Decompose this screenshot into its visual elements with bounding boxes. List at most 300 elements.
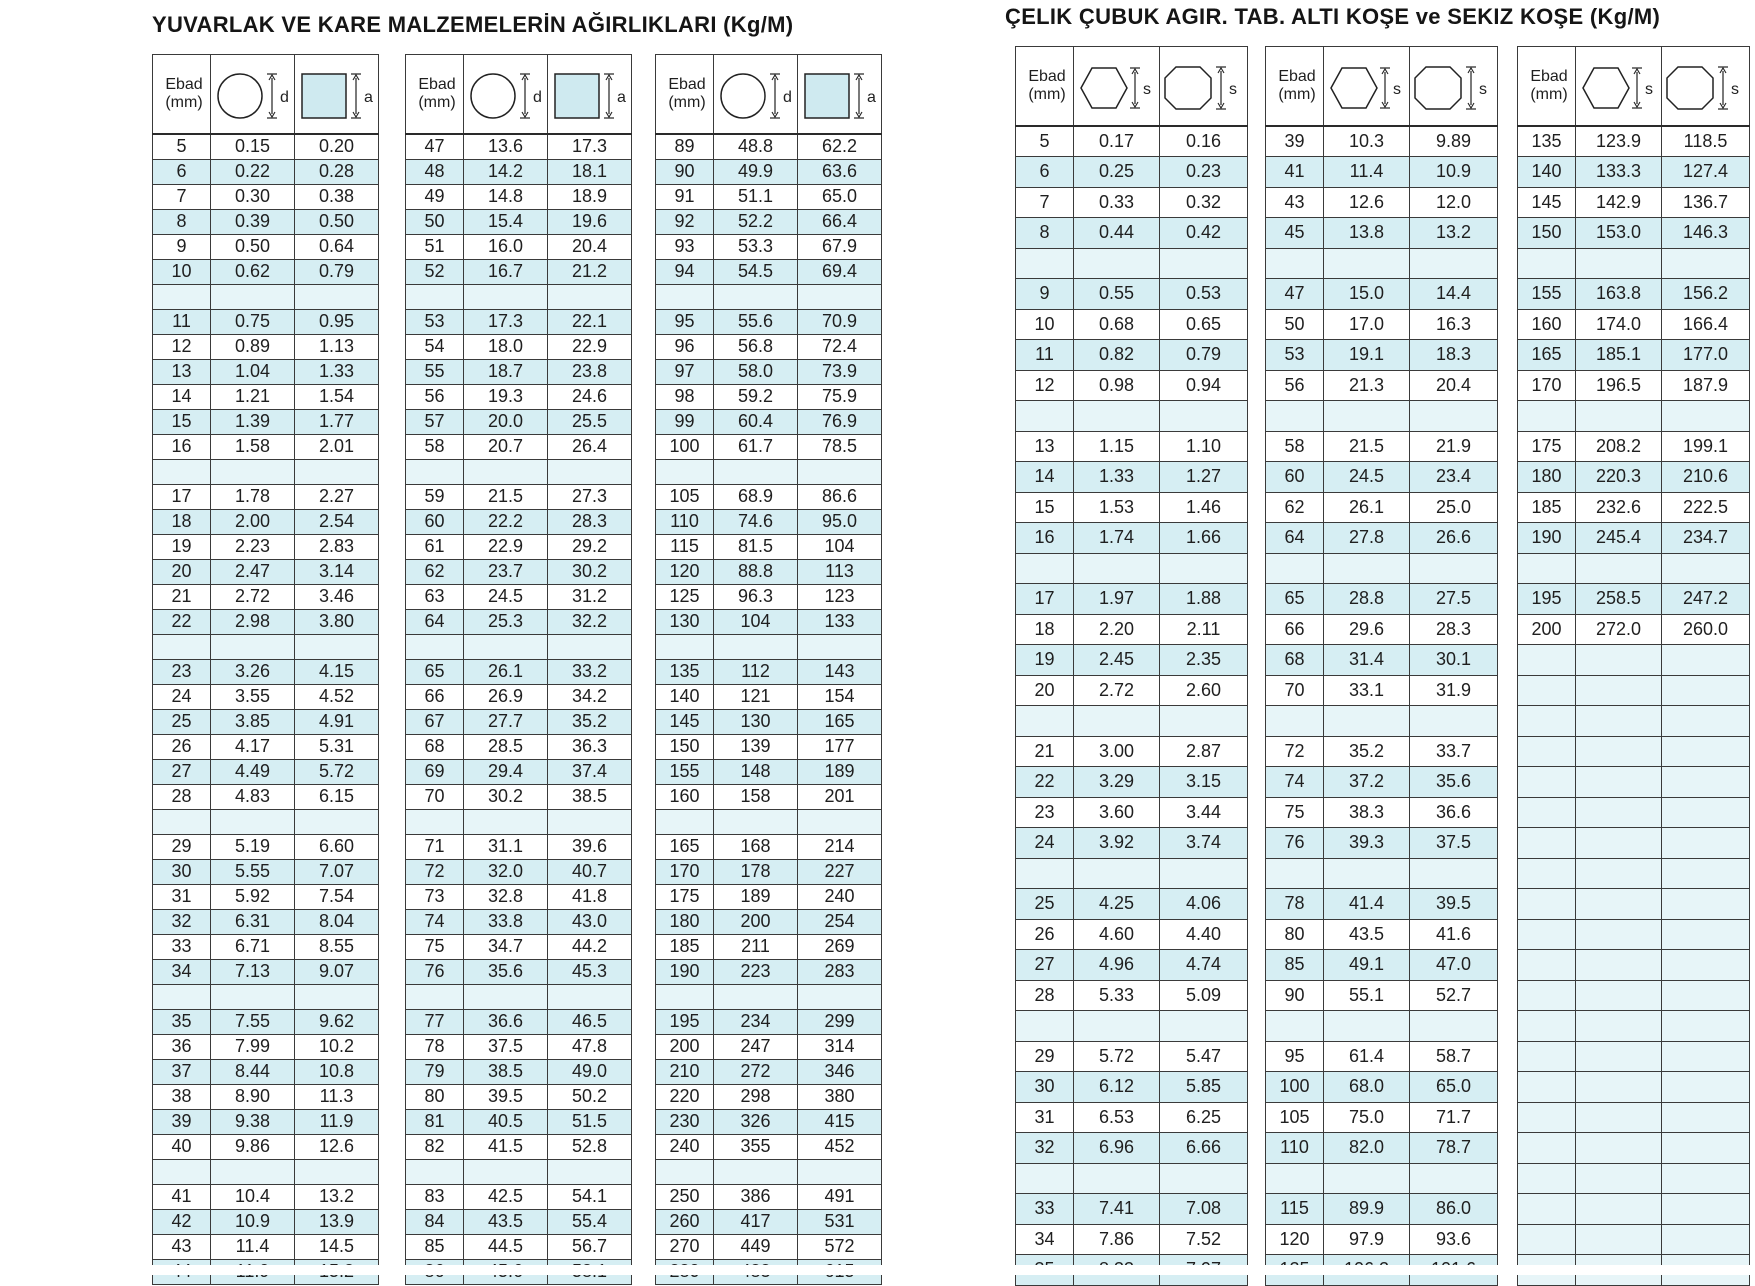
table-row <box>656 409 882 434</box>
table-row <box>153 309 379 334</box>
empty-cell <box>1160 1011 1248 1042</box>
weight-cell-square: 189 <box>798 759 882 784</box>
empty-cell <box>464 634 548 659</box>
weight-cell-oct: 4.40 <box>1160 919 1248 950</box>
table-row <box>153 1059 379 1084</box>
size-cell: 91 <box>656 184 714 209</box>
svg-text:s: s <box>1142 81 1151 98</box>
weight-cell-oct: 260.0 <box>1662 614 1750 645</box>
weight-cell-circle: 22.2 <box>464 509 548 534</box>
size-cell: 31 <box>153 884 211 909</box>
weight-cell-oct: 27.5 <box>1410 584 1498 615</box>
weight-cell-square: 2.27 <box>295 484 379 509</box>
size-cell: 99 <box>656 409 714 434</box>
table-header-row <box>153 55 379 135</box>
weight-cell-oct: 2.35 <box>1160 645 1248 676</box>
table-row <box>153 784 379 809</box>
table-row <box>1518 340 1750 371</box>
empty-cell <box>1576 1224 1662 1255</box>
size-cell: 105 <box>656 484 714 509</box>
weight-cell-square: 3.46 <box>295 584 379 609</box>
weight-cell-circle: 25.3 <box>464 609 548 634</box>
table-row <box>1266 126 1498 157</box>
table-row <box>406 384 632 409</box>
size-cell: 47 <box>406 134 464 159</box>
empty-cell <box>464 984 548 1009</box>
empty-cell <box>1074 401 1160 432</box>
spacer-row <box>1518 767 1750 798</box>
table-row <box>406 584 632 609</box>
table-row <box>406 859 632 884</box>
weight-cell-hex: 0.25 <box>1074 157 1160 188</box>
weight-cell-hex: 0.17 <box>1074 126 1160 157</box>
table-row <box>656 484 882 509</box>
weight-cell-oct: 26.6 <box>1410 523 1498 554</box>
weight-cell-circle: 16.7 <box>464 259 548 284</box>
weight-cell-square: 0.20 <box>295 134 379 159</box>
weight-cell-hex: 2.72 <box>1074 675 1160 706</box>
size-cell: 65 <box>1266 584 1324 615</box>
size-cell: 100 <box>1266 1072 1324 1103</box>
empty-cell <box>798 984 882 1009</box>
table-row <box>1266 950 1498 981</box>
empty-cell <box>1518 401 1576 432</box>
size-cell: 41 <box>1266 157 1324 188</box>
empty-cell <box>798 1159 882 1184</box>
size-cell: 13 <box>153 359 211 384</box>
weight-cell-hex: 0.68 <box>1074 309 1160 340</box>
empty-cell <box>1518 248 1576 279</box>
table-row <box>153 884 379 909</box>
table-row <box>406 409 632 434</box>
weight-cell-circle: 10.4 <box>211 1184 295 1209</box>
table-row <box>406 834 632 859</box>
empty-cell <box>1662 797 1750 828</box>
table-row <box>153 484 379 509</box>
size-cell: 195 <box>1518 584 1576 615</box>
weight-cell-square: 314 <box>798 1034 882 1059</box>
weight-cell-oct: 0.94 <box>1160 370 1248 401</box>
empty-cell <box>295 459 379 484</box>
size-cell: 10 <box>153 259 211 284</box>
weight-cell-circle: 40.5 <box>464 1109 548 1134</box>
weight-cell-hex: 153.0 <box>1576 218 1662 249</box>
weight-cell-oct: 3.74 <box>1160 828 1248 859</box>
weight-cell-circle: 7.99 <box>211 1034 295 1059</box>
size-cell: 30 <box>1016 1072 1074 1103</box>
round-square-weight-table-3 <box>655 54 882 1285</box>
weight-cell-circle: 29.4 <box>464 759 548 784</box>
empty-cell <box>1324 401 1410 432</box>
table-row <box>656 784 882 809</box>
size-cell: 115 <box>1266 1194 1324 1225</box>
weight-cell-oct: 234.7 <box>1662 523 1750 554</box>
weight-cell-circle: 42.5 <box>464 1184 548 1209</box>
spacer-row <box>1016 401 1248 432</box>
weight-cell-oct: 0.42 <box>1160 218 1248 249</box>
table-row <box>1266 584 1498 615</box>
weight-cell-circle: 20.0 <box>464 409 548 434</box>
weight-cell-oct: 65.0 <box>1410 1072 1498 1103</box>
empty-cell <box>1266 706 1324 737</box>
empty-cell <box>1518 767 1576 798</box>
ebad-label: Ebad <box>668 76 706 93</box>
table-row <box>1266 523 1498 554</box>
empty-cell <box>798 809 882 834</box>
table-row <box>656 859 882 884</box>
empty-cell <box>1518 980 1576 1011</box>
table-row <box>406 1084 632 1109</box>
size-cell: 31 <box>1016 1102 1074 1133</box>
table-row <box>1016 187 1248 218</box>
empty-cell <box>1576 645 1662 676</box>
table-row <box>656 734 882 759</box>
size-cell: 16 <box>1016 523 1074 554</box>
empty-cell <box>1410 1011 1498 1042</box>
table-row <box>656 134 882 159</box>
size-cell: 6 <box>153 159 211 184</box>
weight-cell-square: 491 <box>798 1184 882 1209</box>
weight-cell-hex: 21.5 <box>1324 431 1410 462</box>
table-row <box>1518 279 1750 310</box>
size-cell: 29 <box>1016 1041 1074 1072</box>
weight-cell-hex: 2.20 <box>1074 614 1160 645</box>
table-row <box>656 334 882 359</box>
table-row <box>406 609 632 634</box>
table-row <box>1518 431 1750 462</box>
size-cell: 17 <box>1016 584 1074 615</box>
empty-cell <box>548 634 632 659</box>
weight-cell-circle: 28.5 <box>464 734 548 759</box>
table-row <box>153 709 379 734</box>
size-cell: 15 <box>1016 492 1074 523</box>
weight-cell-circle: 1.39 <box>211 409 295 434</box>
weight-cell-circle: 55.6 <box>714 309 798 334</box>
size-cell: 23 <box>1016 797 1074 828</box>
weight-cell-oct: 1.88 <box>1160 584 1248 615</box>
weight-cell-hex: 17.0 <box>1324 309 1410 340</box>
empty-cell <box>1662 950 1750 981</box>
ebad-label: Ebad <box>1028 68 1066 85</box>
weight-cell-square: 24.6 <box>548 384 632 409</box>
empty-cell <box>1410 553 1498 584</box>
weight-cell-circle: 48.8 <box>714 134 798 159</box>
empty-cell <box>1160 858 1248 889</box>
size-cell: 135 <box>1518 126 1576 157</box>
spacer-row <box>1518 858 1750 889</box>
weight-cell-circle: 7.55 <box>211 1009 295 1034</box>
spacer-row <box>406 634 632 659</box>
size-cell: 26 <box>153 734 211 759</box>
weight-cell-hex: 0.98 <box>1074 370 1160 401</box>
weight-cell-circle: 5.19 <box>211 834 295 859</box>
column-header-hex <box>1576 47 1662 127</box>
weight-cell-hex: 1.33 <box>1074 462 1160 493</box>
weight-cell-square: 1.13 <box>295 334 379 359</box>
table-row <box>406 734 632 759</box>
table-row <box>153 1209 379 1234</box>
spacer-row <box>1518 645 1750 676</box>
weight-cell-square: 30.2 <box>548 559 632 584</box>
table-row <box>153 184 379 209</box>
weight-cell-square: 9.07 <box>295 959 379 984</box>
size-cell: 70 <box>1266 675 1324 706</box>
circle-icon <box>465 58 547 130</box>
table-row <box>406 1184 632 1209</box>
ebad-unit: (mm) <box>418 94 456 111</box>
table-row <box>656 709 882 734</box>
table-row <box>153 209 379 234</box>
weight-cell-circle: 178 <box>714 859 798 884</box>
table-row <box>1266 340 1498 371</box>
size-cell: 43 <box>153 1234 211 1259</box>
weight-cell-square: 214 <box>798 834 882 859</box>
weight-cell-square: 28.3 <box>548 509 632 534</box>
size-cell: 170 <box>656 859 714 884</box>
size-cell: 48 <box>406 159 464 184</box>
round-square-weight-table-2 <box>405 54 632 1285</box>
size-cell: 68 <box>406 734 464 759</box>
weight-cell-square: 14.5 <box>295 1234 379 1259</box>
weight-cell-circle: 18.0 <box>464 334 548 359</box>
weight-cell-circle: 23.7 <box>464 559 548 584</box>
weight-cell-circle: 14.2 <box>464 159 548 184</box>
weight-cell-circle: 16.0 <box>464 234 548 259</box>
weight-cell-square: 78.5 <box>798 434 882 459</box>
size-cell: 27 <box>1016 950 1074 981</box>
table-row <box>153 1184 379 1209</box>
size-cell: 17 <box>153 484 211 509</box>
size-cell: 18 <box>1016 614 1074 645</box>
spacer-row <box>1016 248 1248 279</box>
weight-cell-circle: 9.38 <box>211 1109 295 1134</box>
table-row <box>1266 614 1498 645</box>
weight-cell-circle: 1.78 <box>211 484 295 509</box>
ebad-label: Ebad <box>165 76 203 93</box>
table-row <box>1016 523 1248 554</box>
weight-cell-square: 104 <box>798 534 882 559</box>
weight-cell-oct: 187.9 <box>1662 370 1750 401</box>
size-cell: 32 <box>153 909 211 934</box>
empty-cell <box>1324 706 1410 737</box>
empty-cell <box>1518 797 1576 828</box>
empty-cell <box>295 984 379 1009</box>
weight-cell-oct: 6.66 <box>1160 1133 1248 1164</box>
spacer-row <box>1016 553 1248 584</box>
weight-cell-circle: 49.9 <box>714 159 798 184</box>
table-row <box>1016 1224 1248 1255</box>
weight-cell-oct: 0.79 <box>1160 340 1248 371</box>
weight-cell-hex: 39.3 <box>1324 828 1410 859</box>
weight-cell-circle: 13.6 <box>464 134 548 159</box>
weight-cell-circle: 0.75 <box>211 309 295 334</box>
weight-cell-circle: 449 <box>714 1234 798 1259</box>
size-cell: 84 <box>406 1209 464 1234</box>
weight-cell-square: 531 <box>798 1209 882 1234</box>
weight-cell-hex: 142.9 <box>1576 187 1662 218</box>
svg-text:s: s <box>1730 81 1739 98</box>
weight-cell-square: 18.1 <box>548 159 632 184</box>
empty-cell <box>1016 706 1074 737</box>
weight-cell-circle: 386 <box>714 1184 798 1209</box>
size-cell: 190 <box>656 959 714 984</box>
weight-cell-circle: 26.1 <box>464 659 548 684</box>
spacer-row <box>1518 675 1750 706</box>
weight-cell-circle: 234 <box>714 1009 798 1034</box>
table-row <box>1266 1224 1498 1255</box>
column-header-ebad <box>1518 47 1576 127</box>
empty-cell <box>1518 950 1576 981</box>
size-cell: 82 <box>406 1134 464 1159</box>
weight-cell-circle: 104 <box>714 609 798 634</box>
weight-cell-square: 62.2 <box>798 134 882 159</box>
table-row <box>153 734 379 759</box>
weight-cell-oct: 177.0 <box>1662 340 1750 371</box>
column-header-square <box>548 55 632 135</box>
weight-cell-square: 6.60 <box>295 834 379 859</box>
spacer-row <box>1518 1041 1750 1072</box>
table-row <box>406 1059 632 1084</box>
column-header-hex <box>1324 47 1410 127</box>
size-cell: 260 <box>656 1209 714 1234</box>
size-cell: 64 <box>406 609 464 634</box>
empty-cell <box>1518 1072 1576 1103</box>
weight-cell-circle: 96.3 <box>714 584 798 609</box>
hex-oct-weight-table-1 <box>1015 46 1248 1286</box>
empty-cell <box>1324 553 1410 584</box>
weight-cell-square: 20.4 <box>548 234 632 259</box>
empty-cell <box>1576 1072 1662 1103</box>
empty-cell <box>464 1159 548 1184</box>
empty-cell <box>714 459 798 484</box>
table-row <box>406 959 632 984</box>
spacer-row <box>406 459 632 484</box>
table-row <box>406 259 632 284</box>
weight-cell-square: 2.54 <box>295 509 379 534</box>
table-row <box>406 534 632 559</box>
size-cell: 28 <box>1016 980 1074 1011</box>
weight-cell-oct: 4.74 <box>1160 950 1248 981</box>
weight-cell-oct: 247.2 <box>1662 584 1750 615</box>
weight-cell-oct: 0.65 <box>1160 309 1248 340</box>
empty-cell <box>1410 1163 1498 1194</box>
weight-cell-oct: 0.16 <box>1160 126 1248 157</box>
weight-cell-oct: 1.10 <box>1160 431 1248 462</box>
weight-cell-circle: 61.7 <box>714 434 798 459</box>
size-cell: 160 <box>1518 309 1576 340</box>
table-row <box>153 959 379 984</box>
weight-cell-square: 47.8 <box>548 1034 632 1059</box>
weight-cell-circle: 15.4 <box>464 209 548 234</box>
weight-cell-oct: 23.4 <box>1410 462 1498 493</box>
table-header-row <box>1016 47 1248 127</box>
weight-cell-oct: 78.7 <box>1410 1133 1498 1164</box>
column-header-oct <box>1662 47 1750 127</box>
weight-cell-hex: 1.97 <box>1074 584 1160 615</box>
empty-cell <box>211 459 295 484</box>
weight-cell-square: 1.77 <box>295 409 379 434</box>
weight-cell-hex: 11.4 <box>1324 157 1410 188</box>
size-cell: 76 <box>1266 828 1324 859</box>
weight-cell-circle: 130 <box>714 709 798 734</box>
size-cell: 160 <box>656 784 714 809</box>
empty-cell <box>656 1159 714 1184</box>
size-cell: 56 <box>1266 370 1324 401</box>
weight-cell-circle: 8.90 <box>211 1084 295 1109</box>
size-cell: 93 <box>656 234 714 259</box>
weight-cell-oct: 2.11 <box>1160 614 1248 645</box>
size-cell: 20 <box>153 559 211 584</box>
table-row <box>1266 187 1498 218</box>
size-cell: 40 <box>153 1134 211 1159</box>
size-cell: 6 <box>1016 157 1074 188</box>
weight-cell-hex: 29.6 <box>1324 614 1410 645</box>
table-row <box>153 1234 379 1259</box>
square-icon <box>296 58 378 130</box>
size-cell: 89 <box>656 134 714 159</box>
size-cell: 80 <box>1266 919 1324 950</box>
size-cell: 105 <box>1266 1102 1324 1133</box>
empty-cell <box>1518 1194 1576 1225</box>
ebad-unit: (mm) <box>165 94 203 111</box>
spacer-row <box>1518 919 1750 950</box>
table-row <box>656 959 882 984</box>
size-cell: 36 <box>153 1034 211 1059</box>
size-cell: 7 <box>1016 187 1074 218</box>
size-cell: 28 <box>153 784 211 809</box>
weight-cell-square: 41.8 <box>548 884 632 909</box>
table-row <box>1016 950 1248 981</box>
empty-cell <box>1324 1011 1410 1042</box>
table-row <box>1518 309 1750 340</box>
size-cell: 79 <box>406 1059 464 1084</box>
empty-cell <box>211 1159 295 1184</box>
table-row <box>406 1109 632 1134</box>
table-row <box>656 1134 882 1159</box>
weight-cell-square: 73.9 <box>798 359 882 384</box>
size-cell: 110 <box>656 509 714 534</box>
empty-cell <box>153 984 211 1009</box>
size-cell: 11 <box>153 309 211 334</box>
size-cell: 100 <box>656 434 714 459</box>
weight-cell-square: 46.5 <box>548 1009 632 1034</box>
weight-cell-oct: 1.27 <box>1160 462 1248 493</box>
spacer-row <box>656 984 882 1009</box>
weight-cell-circle: 7.13 <box>211 959 295 984</box>
size-cell: 12 <box>153 334 211 359</box>
empty-cell <box>1662 736 1750 767</box>
weight-cell-square: 0.28 <box>295 159 379 184</box>
empty-cell <box>464 459 548 484</box>
table-row <box>1266 492 1498 523</box>
weight-cell-hex: 41.4 <box>1324 889 1410 920</box>
empty-cell <box>1576 1194 1662 1225</box>
weight-cell-hex: 19.1 <box>1324 340 1410 371</box>
weight-cell-oct: 7.52 <box>1160 1224 1248 1255</box>
table-row <box>406 909 632 934</box>
table-row <box>153 659 379 684</box>
weight-cell-square: 12.6 <box>295 1134 379 1159</box>
weight-cell-hex: 37.2 <box>1324 767 1410 798</box>
weight-cell-circle: 14.8 <box>464 184 548 209</box>
spacer-row <box>1016 1011 1248 1042</box>
table-row <box>1266 157 1498 188</box>
empty-cell <box>153 634 211 659</box>
weight-cell-circle: 417 <box>714 1209 798 1234</box>
empty-cell <box>1016 858 1074 889</box>
size-cell: 125 <box>656 584 714 609</box>
size-cell: 45 <box>1266 218 1324 249</box>
